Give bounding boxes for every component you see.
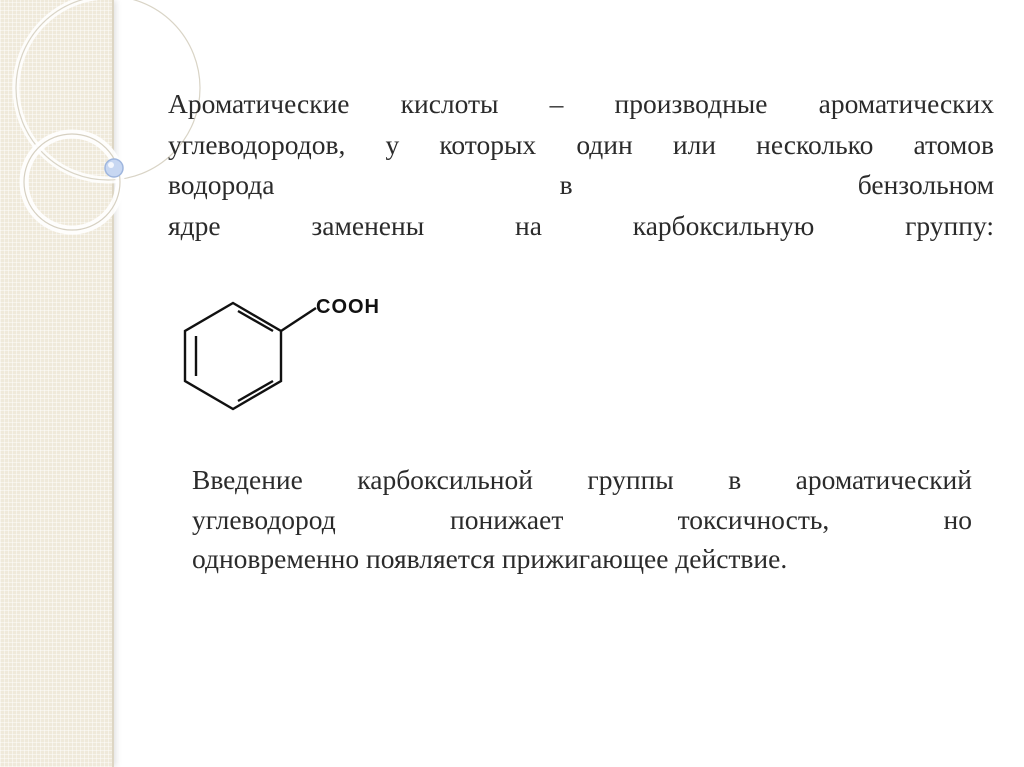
effect-line-2: углеводород понижает токсичность, но [192, 503, 972, 535]
definition-line-2: углеводородов, у которых один или несколько атомов [168, 128, 994, 160]
definition-paragraph [168, 84, 994, 246]
benzene-double-bond-3 [238, 311, 273, 331]
decorative-rings [0, 0, 160, 260]
carboxyl-bond [281, 308, 316, 331]
decorative-bullet-highlight [108, 162, 114, 168]
benzene-ring [185, 303, 281, 409]
carboxyl-group-label: COOH [316, 296, 380, 318]
decorative-bullet-dot [105, 159, 123, 177]
definition-line-3: водорода в бензольном [168, 169, 994, 200]
benzoic-acid-structure [176, 286, 406, 426]
definition-line-4: ядре заменены на карбоксильную группу: [168, 209, 994, 241]
effect-line-1: Введение карбоксильной группы в ароматический [192, 464, 972, 495]
benzene-double-bond-2 [238, 381, 273, 401]
definition-line-1: Ароматические кислоты – производные ароматических [168, 88, 994, 119]
effect-paragraph [192, 460, 972, 579]
effect-line-3: одновременно появляется прижигающее действие. [192, 543, 788, 574]
